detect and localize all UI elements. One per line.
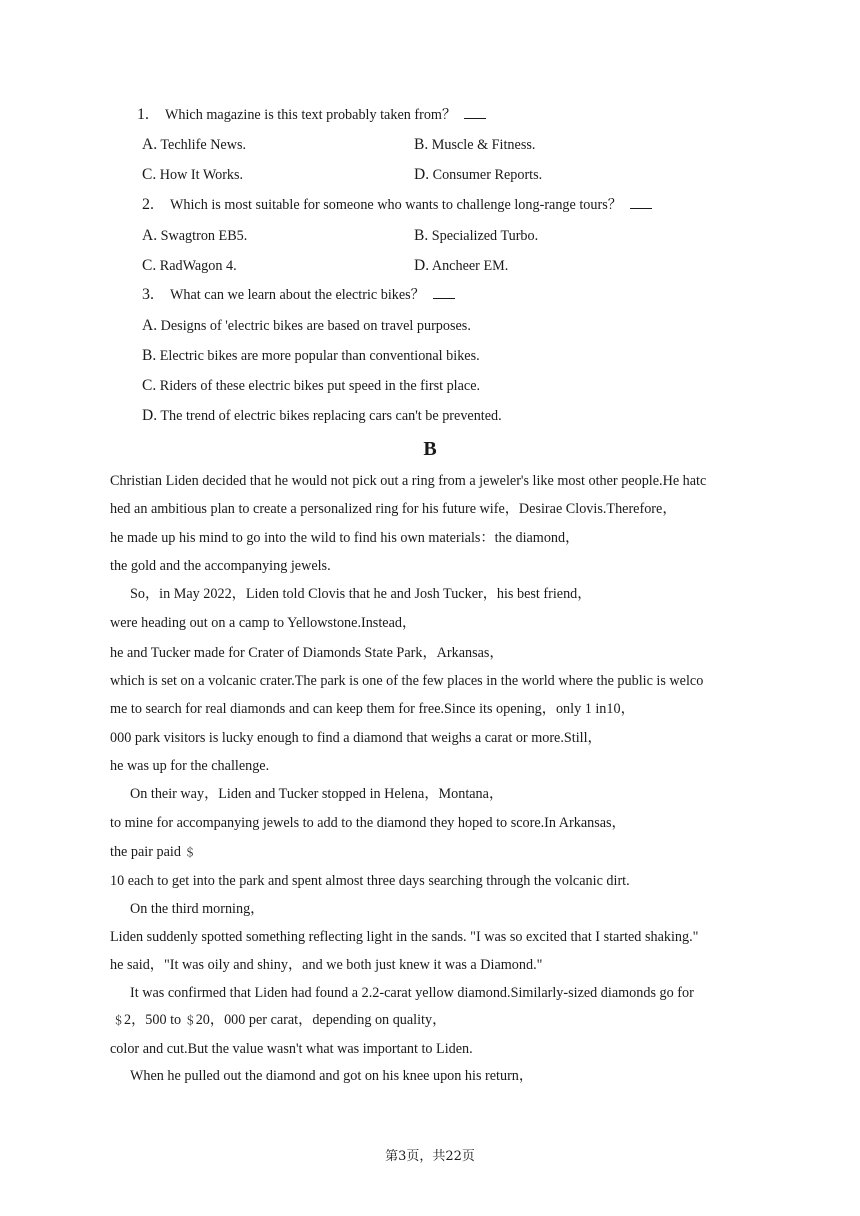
passage-line: Liden suddenly spotted something reflecting light in the sands. "I was so excited that I started shaking." (110, 929, 699, 945)
passage-line: he made up his mind to go into the wild to find his own materials：the diamond， (110, 530, 580, 546)
option-c: C. RadWagon 4. (142, 257, 237, 274)
passage-line: he said，"It was oily and shiny，and we both just knew it was a Diamond." (110, 957, 543, 973)
question-number: 2. (142, 196, 154, 213)
option-a: A. Swagtron EB5. (142, 227, 248, 244)
section-heading: B (423, 438, 437, 460)
passage-line: he was up for the challenge. (110, 758, 270, 774)
option-b: B. Specialized Turbo. (414, 227, 539, 244)
dollar-sign: ＄ (184, 1014, 196, 1027)
question-stem (137, 106, 486, 124)
question-text: Which is most suitable for someone who wants to challenge long-range tours？ (170, 197, 622, 213)
passage-line: color and cut.But the value wasn't what was important to Liden. (110, 1041, 473, 1057)
question-stem (142, 286, 455, 304)
passage-line: 10 each to get into the park and spent almost three days searching through the volcanic dirt. (110, 873, 630, 889)
option-a: A. Designs of 'electric bikes are based on travel purposes. (142, 317, 471, 334)
passage-line: So，in May 2022，Liden told Clovis that he and Josh Tucker，his best friend， (130, 586, 592, 602)
answer-blank[interactable] (630, 196, 652, 209)
passage-line: On their way，Liden and Tucker stopped in Helena，Montana， (130, 786, 504, 802)
passage-line: hed an ambitious plan to create a personalized ring for his future wife，Desirae Clovis.Therefore， (110, 501, 677, 517)
question-number: 1. (137, 106, 149, 123)
passage-line: the gold and the accompanying jewels. (110, 558, 331, 574)
option-a: A. Techlife News. (142, 136, 247, 153)
passage-line: When he pulled out the diamond and got on his knee upon his return， (130, 1068, 534, 1084)
option-c: C. How It Works. (142, 166, 244, 183)
option-d: D. The trend of electric bikes replacing cars can't be prevented. (142, 407, 502, 424)
dollar-sign: ＄ (113, 1014, 124, 1027)
passage-line: It was confirmed that Liden had found a 2.2-carat yellow diamond.Similarly-sized diamonds go for (130, 985, 694, 1001)
dollar-sign: ＄ (184, 846, 196, 859)
passage-line: which is set on a volcanic crater.The park is one of the few places in the world where the public is welco (110, 673, 704, 689)
answer-blank[interactable] (464, 106, 486, 119)
option-d: D. Consumer Reports. (414, 166, 543, 183)
passage-line: the pair paid ＄ (110, 844, 196, 860)
option-b: B. Electric bikes are more popular than conventional bikes. (142, 347, 480, 364)
option-c: C. Riders of these electric bikes put speed in the first place. (142, 377, 481, 394)
question-text: Which magazine is this text probably taken from？ (165, 107, 457, 123)
option-b: B. Muscle & Fitness. (414, 136, 536, 153)
passage-line: 000 park visitors is lucky enough to find a diamond that weighs a carat or more.Still， (110, 730, 602, 746)
passage-line: me to search for real diamonds and can keep them for free.Since its opening，only 1 in10， (110, 701, 635, 717)
answer-blank[interactable] (433, 286, 455, 299)
passage-line: ＄2，500 to ＄20，000 per carat，depending on quality， (113, 1012, 447, 1028)
passage-line: were heading out on a camp to Yellowstone.Instead， (110, 615, 417, 631)
option-d: D. Ancheer EM. (414, 257, 509, 274)
question-text: What can we learn about the electric bikes？ (170, 287, 425, 303)
passage-line: On the third morning， (130, 901, 265, 917)
passage-line: Christian Liden decided that he would not pick out a ring from a jeweler's like most other people.He hatc (110, 473, 707, 489)
question-number: 3. (142, 286, 154, 303)
question-stem (142, 196, 652, 214)
page-footer: 第3页，共22页 (385, 1149, 475, 1164)
passage-line: he and Tucker made for Crater of Diamonds State Park，Arkansas， (110, 645, 504, 661)
passage-line: to mine for accompanying jewels to add to the diamond they hoped to score.In Arkansas， (110, 815, 626, 831)
